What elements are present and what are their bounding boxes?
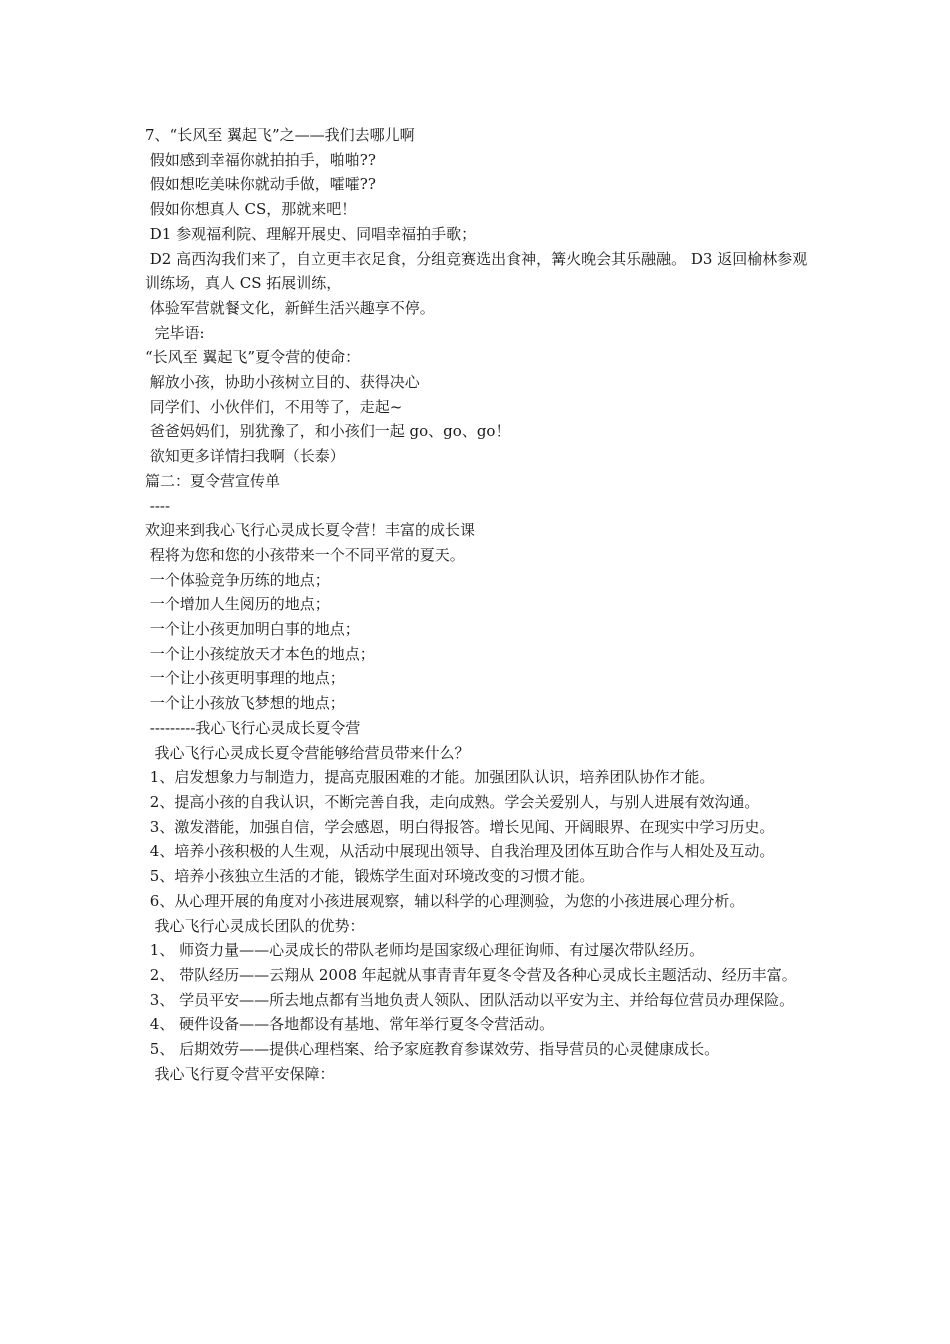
text-line: 假如感到幸福你就拍拍手，啪啪?? <box>145 150 376 169</box>
text-line: 欲知更多详情扫我啊（长泰） <box>145 447 345 466</box>
text-line: 我心飞行夏令营平安保障： <box>145 1064 335 1083</box>
text-line: 体验军营就餐文化，新鲜生活兴趣享不停。 <box>145 298 435 317</box>
text-line: 同学们、小伙伴们，不用等了，走起~ <box>145 397 403 416</box>
text-line: 一个让小孩更加明白事的地点； <box>145 620 360 639</box>
text-line: 欢迎来到我心飞行心灵成长夏令营！丰富的成长课 <box>145 521 476 540</box>
text-line: ---------我心飞行心灵成长夏令营 <box>145 718 361 737</box>
text-line: 一个让小孩绽放天才本色的地点； <box>145 644 375 663</box>
text-line: “长风至 翼起飞”夏令营的使命： <box>145 348 361 367</box>
text-line: D1 参观福利院、理解开展史、同唱幸福拍手歌； <box>145 224 477 243</box>
text-line: 完毕语: <box>145 323 205 342</box>
text-line: 我心飞行心灵成长团队的优势： <box>145 916 365 935</box>
text-line: 1、启发想象力与制造力，提高克服困难的才能。加强团队认识，培养团队协作才能。 <box>145 768 715 787</box>
document-page <box>145 123 809 1086</box>
section-heading: 篇二：夏令营宣传单 <box>145 471 281 490</box>
text-line: 一个增加人生阅历的地点； <box>145 595 330 614</box>
text-line: 7、“长风至 翼起飞”之——我们去哪儿啊 <box>145 126 415 144</box>
text-line: 一个让小孩更明事理的地点； <box>145 669 345 688</box>
text-line: 1、 师资力量——心灵成长的带队老师均是国家级心理征询师、有过屡次带队经历。 <box>145 941 705 960</box>
text-line: 程将为您和您的小孩带来一个不同平常的夏天。 <box>145 545 465 564</box>
text-line: D2 高西沟我们来了，自立更丰衣足食，分组竞赛选出食神，篝火晚会其乐融融。 D3 返回榆林参观训练场，真人 CS 拓展训练， <box>145 249 808 293</box>
text-line: ---- <box>145 496 171 515</box>
text-line: 解放小孩，协助小孩树立目的、获得决心 <box>145 373 420 392</box>
text-line: 假如你想真人 CS，那就来吧！ <box>145 200 357 219</box>
text-line: 6、从心理开展的角度对小孩进展观察，辅以科学的心理测验，为您的小孩进展心理分析。 <box>145 891 745 910</box>
text-line: 4、 硬件设备——各地都设有基地、常年举行夏冬令营活动。 <box>145 1015 555 1034</box>
text-line: 2、提高小孩的自我认识，不断完善自我，走向成熟。学会关爱别人，与别人进展有效沟通。 <box>145 792 760 811</box>
text-line: 我心飞行心灵成长夏令营能够给营员带来什么？ <box>145 743 470 762</box>
text-line: 3、激发潜能，加强自信，学会感恩，明白得报答。增长见闻、开阔眼界、在现实中学习历史。 <box>145 817 775 836</box>
text-line: 一个体验竞争历练的地点； <box>145 570 330 589</box>
text-line: 5、培养小孩独立生活的才能，锻炼学生面对环境改变的习惯才能。 <box>145 867 595 886</box>
text-line: 爸爸妈妈们，别犹豫了，和小孩们一起 go、go、go！ <box>145 422 511 441</box>
text-line: 2、 带队经历——云翔从 2008 年起就从事青青年夏冬令营及各种心灵成长主题活动、经历丰富。 <box>145 965 797 984</box>
text-line: 一个让小孩放飞梦想的地点； <box>145 694 345 713</box>
text-line: 3、 学员平安——所去地点都有当地负责人领队、团队活动以平安为主、并给每位营员办理保险。 <box>145 990 795 1009</box>
text-line: 假如想吃美味你就动手做，嚯嚯?? <box>145 175 376 194</box>
text-line: 4、培养小孩积极的人生观，从活动中展现出领导、自我治理及团体互助合作与人相处及互动。 <box>145 842 775 861</box>
text-line: 5、 后期效劳——提供心理档案、给予家庭教育参谋效劳、指导营员的心灵健康成长。 <box>145 1040 720 1059</box>
